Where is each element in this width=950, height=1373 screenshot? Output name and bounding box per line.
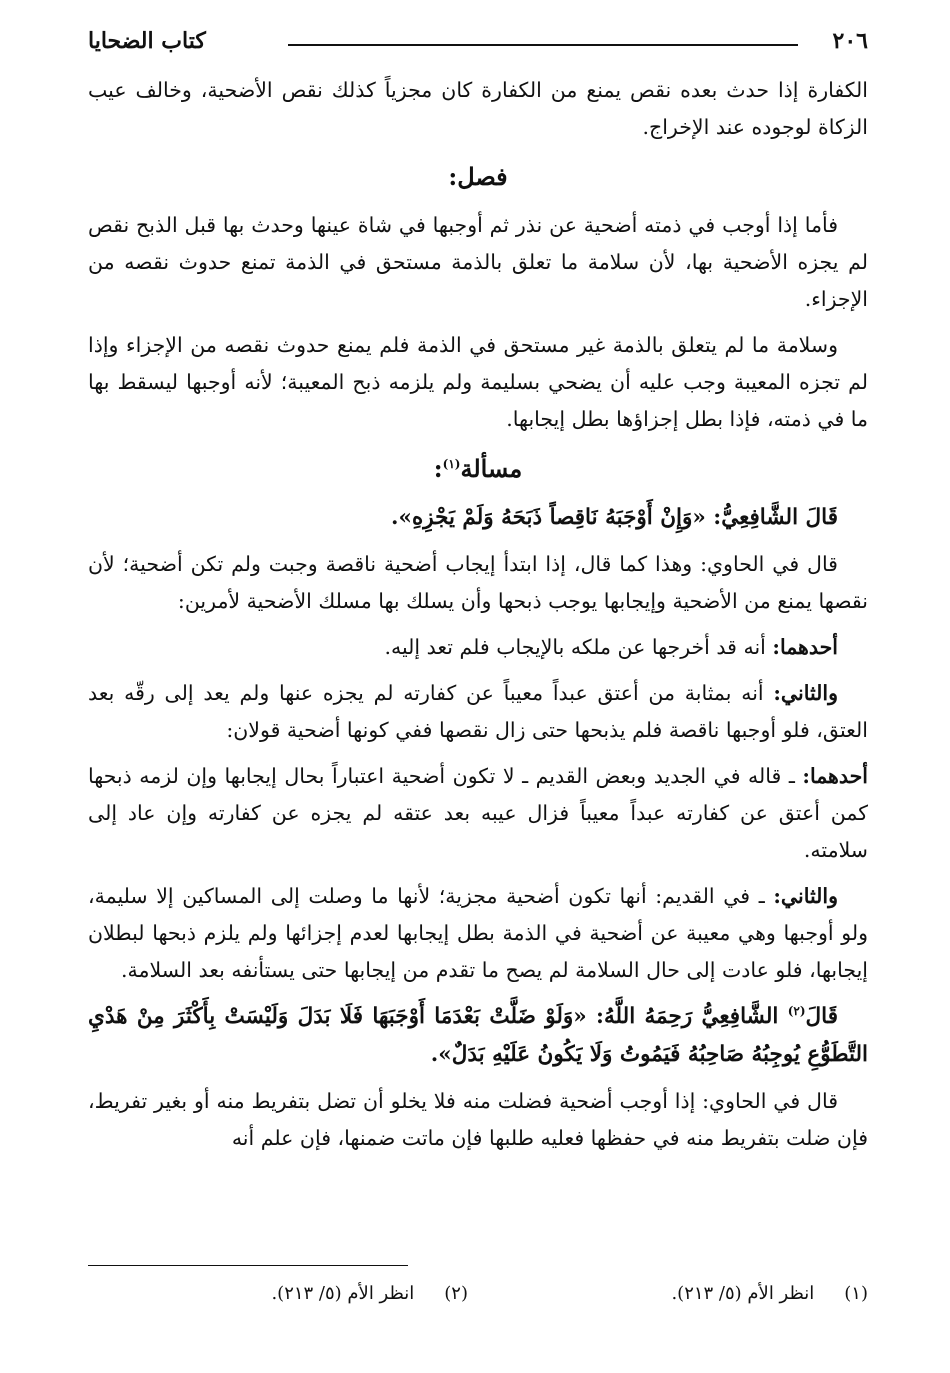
footnote-rule — [88, 1265, 408, 1266]
page-body — [88, 72, 868, 1166]
paragraph-lead: أحدهما: — [772, 635, 838, 659]
page-header — [88, 28, 868, 62]
shafii-quote: قَالَ الشَّافِعِيُّ: «وَإِنْ أَوْجَبَهُ نَاقِصاً ذَبَحَهُ وَلَمْ يَجْزِهِ». — [391, 505, 838, 530]
paragraph — [88, 758, 868, 869]
footnote-ref: (٢) — [787, 1003, 806, 1018]
paragraph-text: ـ في القديم: أنها تكون أضحية مجزية؛ لأنها ما وصلت إلى المساكين إلا سليمة، ولو أوجبها وهي معيبة عن أضحية في الذمة بطل إيجابها لعدم إجزائها ولم يلزم ذبحها لبطلان إيجابها، فلو عادت إلى حال السلامة لم يصح ما تقدم من إيجابها حتى يستأنفه بعد السلامة. — [88, 884, 868, 982]
header-rule — [288, 44, 798, 46]
heading-colon: : — [433, 454, 443, 483]
paragraph-lead: أحدهما: — [802, 764, 868, 788]
quote-text: قَالَ — [805, 1004, 838, 1029]
footnote — [671, 1281, 868, 1307]
footnote-text: انظر الأم (٥/ ٢١٣). — [271, 1283, 415, 1304]
section-heading-masala — [88, 450, 868, 487]
paragraph-lead: والثاني: — [773, 884, 838, 908]
paragraph-text: ـ قاله في الجديد وبعض القديم ـ لا تكون أضحية اعتباراً بحال إيجابها وإن لزمه ذبحها كمن أعتق عن كفارته عبداً معيباً فزال عيبه بعد عتقه لم يجزه عن كفارته وإن عاد إلى سلامته. — [88, 764, 868, 862]
paragraph: فأما إذا أوجب في ذمته أضحية عن نذر ثم أوجبها في شاة عينها وحدث بها قبل الذبح نقص لم يجزه الأضحية بها، لأن سلامة ما تعلق بالذمة مستحق في الذمة تمنع حدوث نقصه من الإجزاء. — [88, 213, 868, 311]
paragraph: الكفارة إذا حدث بعده نقص يمنع من الكفارة كان مجزياً كذلك نقص الأضحية، وخالف عيب الزكاة لوجوده عند الإخراج. — [88, 78, 868, 139]
running-title: كتاب الضحايا — [88, 28, 206, 54]
heading-text: مسألة — [460, 454, 523, 483]
paragraph — [88, 675, 868, 749]
paragraph: وسلامة ما لم يتعلق بالذمة غير مستحق في الذمة فلم يمنع حدوث نقصه من الإجزاء وإذا لم تجزه المعيبة وجب عليه أن يضحي بسليمة ولم يلزمه ذبح المعيبة؛ لأنه أوجبها ليسقط بها ما في ذمته، فإذا بطل إجزاؤها بطل إيجابها. — [88, 333, 868, 431]
paragraph-text: أنه بمثابة من أعتق عبداً معيباً عن كفارته لم يجزه عنها ولم يعد إلى رقّه بعد العتق، فلو أوجبها ناقصة فلم يذبحها حتى زال نقصها ففي كونها أضحية قولان: — [88, 681, 868, 742]
quote-text: الشَّافِعِيُّ رَحِمَهُ اللَّهُ: «وَلَوْ ضَلَّتْ بَعْدَمَا أَوْجَبَهَا فَلَا بَدَلَ وَلَيْسَتْ بِأَكْثَرَ مِنْ هَدْيِ التَّطَوُّعِ يُوجِبُهُ صَاحِبُهُ فَيَمُوتُ وَلَا يَكُونُ عَلَيْهِ بَدَلٌ». — [88, 1004, 868, 1067]
footnote-mark: (١) — [844, 1283, 868, 1304]
shafii-quote — [88, 998, 868, 1074]
section-heading-fasl: فصل: — [448, 162, 508, 191]
footnote-ref: (١) — [442, 457, 461, 471]
paragraph: قال في الحاوي: وهذا كما قال، إذا ابتدأ إيجاب أضحية ناقصة وجبت ولم تكن أضحية؛ لأن نقصها يمنع من الأضحية وإيجابها يوجب ذبحها وأن يسلك بها مسلك الأضحية لأمرين: — [88, 552, 868, 613]
page-number: ٢٠٦ — [832, 28, 868, 54]
paragraph — [88, 878, 868, 989]
footnote-mark: (٢) — [444, 1283, 468, 1304]
paragraph-lead: والثاني: — [773, 681, 838, 705]
footnote-text: انظر الأم (٥/ ٢١٣). — [671, 1283, 815, 1304]
footnote — [271, 1281, 468, 1307]
paragraph-text: أنه قد أخرجها عن ملكه بالإيجاب فلم تعد إليه. — [384, 635, 773, 659]
paragraph — [88, 629, 868, 666]
paragraph: قال في الحاوي: إذا أوجب أضحية فضلت منه فلا يخلو أن تضل بتفريط منه أو بغير تفريط، فإن ضلت بتفريط منه في حفظها فعليه طلبها فإن ماتت ضمنها، فإن علم أنه — [88, 1089, 868, 1150]
